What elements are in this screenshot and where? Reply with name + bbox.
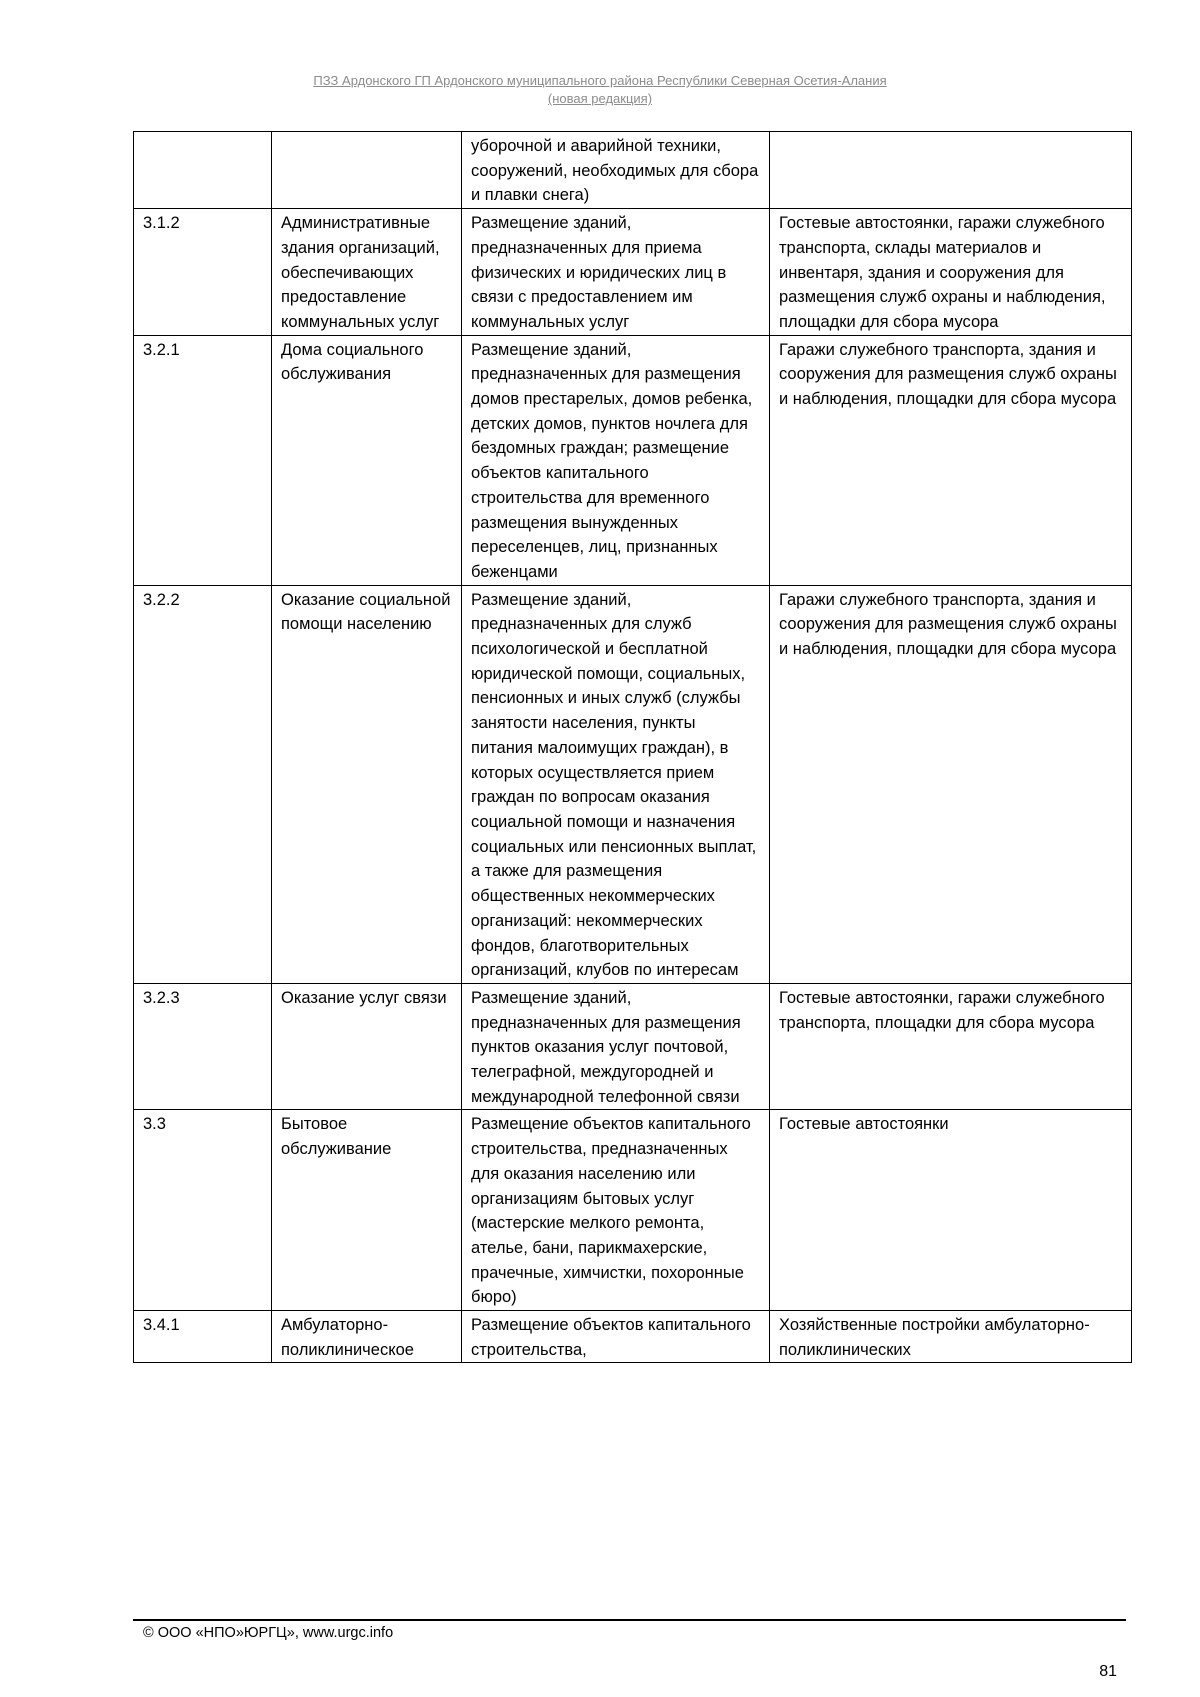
cell-description: Размещение зданий, предназначенных для приема физических и юридических лиц в связи с предоставлением им коммунальных услуг (462, 209, 770, 336)
cell-auxiliary (770, 132, 1132, 209)
cell-name (272, 132, 462, 209)
header-title: ПЗЗ Ардонского ГП Ардонского муниципального района Республики Северная Осетия-Алания (313, 73, 887, 88)
cell-code: 3.2.1 (134, 335, 272, 585)
cell-name: Дома социального обслуживания (272, 335, 462, 585)
table-row (134, 585, 1132, 983)
header-subtitle: (новая редакция) (547, 91, 653, 106)
cell-name: Оказание социальной помощи населению (272, 585, 462, 983)
cell-description: Размещение объектов капитального строительства, (462, 1311, 770, 1363)
cell-description: уборочной и аварийной техники, сооружений, необходимых для сбора и плавки снега) (462, 132, 770, 209)
footer-copyright: © ООО «НПО»ЮРГЦ», www.urgc.info (143, 1625, 394, 1641)
table-row (134, 335, 1132, 585)
cell-name: Административные здания организаций, обеспечивающих предоставление коммунальных услуг (272, 209, 462, 336)
table-row (134, 1110, 1132, 1311)
cell-name: Бытовое обслуживание (272, 1110, 462, 1311)
cell-code: 3.2.2 (134, 585, 272, 983)
cell-name: Амбулаторно-поликлиническое (272, 1311, 462, 1363)
cell-auxiliary: Гостевые автостоянки (770, 1110, 1132, 1311)
cell-auxiliary: Гостевые автостоянки, гаражи служебного транспорта, площадки для сбора мусора (770, 983, 1132, 1110)
cell-code: 3.3 (134, 1110, 272, 1311)
table-row (134, 209, 1132, 336)
cell-description: Размещение зданий, предназначенных для служб психологической и бесплатной юридической помощи, социальных, пенсионных и иных служб (службы занятости населения, пункты питания малоимущих граждан), в которых осуществляется прием граждан по вопросам оказания социальной помощи и назначения социальных или пенсионных выплат, а также для размещения общественных некоммерческих организаций: некоммерческих фондов, благотворительных организаций, клубов по интересам (462, 585, 770, 983)
page-number: 81 (1099, 1663, 1117, 1680)
cell-name: Оказание услуг связи (272, 983, 462, 1110)
cell-auxiliary: Гаражи служебного транспорта, здания и сооружения для размещения служб охраны и наблюдения, площадки для сбора мусора (770, 585, 1132, 983)
cell-code: 3.2.3 (134, 983, 272, 1110)
table-row (134, 1311, 1132, 1363)
cell-description: Размещение зданий, предназначенных для размещения домов престарелых, домов ребенка, детских домов, пунктов ночлега для бездомных граждан; размещение объектов капитального строительства для временного размещения вынужденных переселенцев, лиц, признанных беженцами (462, 335, 770, 585)
footer-divider (133, 1619, 1126, 1621)
cell-auxiliary: Гостевые автостоянки, гаражи служебного транспорта, склады материалов и инвентаря, здания и сооружения для размещения служб охраны и наблюдения, площадки для сбора мусора (770, 209, 1132, 336)
cell-code: 3.4.1 (134, 1311, 272, 1363)
cell-description: Размещение объектов капитального строительства, предназначенных для оказания населению или организациям бытовых услуг (мастерские мелкого ремонта, ателье, бани, парикмахерские, прачечные, химчистки, похоронные бюро) (462, 1110, 770, 1311)
table-row (134, 132, 1132, 209)
cell-code (134, 132, 272, 209)
cell-description: Размещение зданий, предназначенных для размещения пунктов оказания услуг почтовой, телеграфной, междугородней и международной телефонной связи (462, 983, 770, 1110)
cell-code: 3.1.2 (134, 209, 272, 336)
cell-auxiliary: Хозяйственные постройки амбулаторно-поликлинических (770, 1311, 1132, 1363)
cell-auxiliary: Гаражи служебного транспорта, здания и сооружения для размещения служб охраны и наблюдения, площадки для сбора мусора (770, 335, 1132, 585)
land-use-table (133, 131, 1132, 1363)
table-row (134, 983, 1132, 1110)
document-header (0, 72, 1200, 108)
